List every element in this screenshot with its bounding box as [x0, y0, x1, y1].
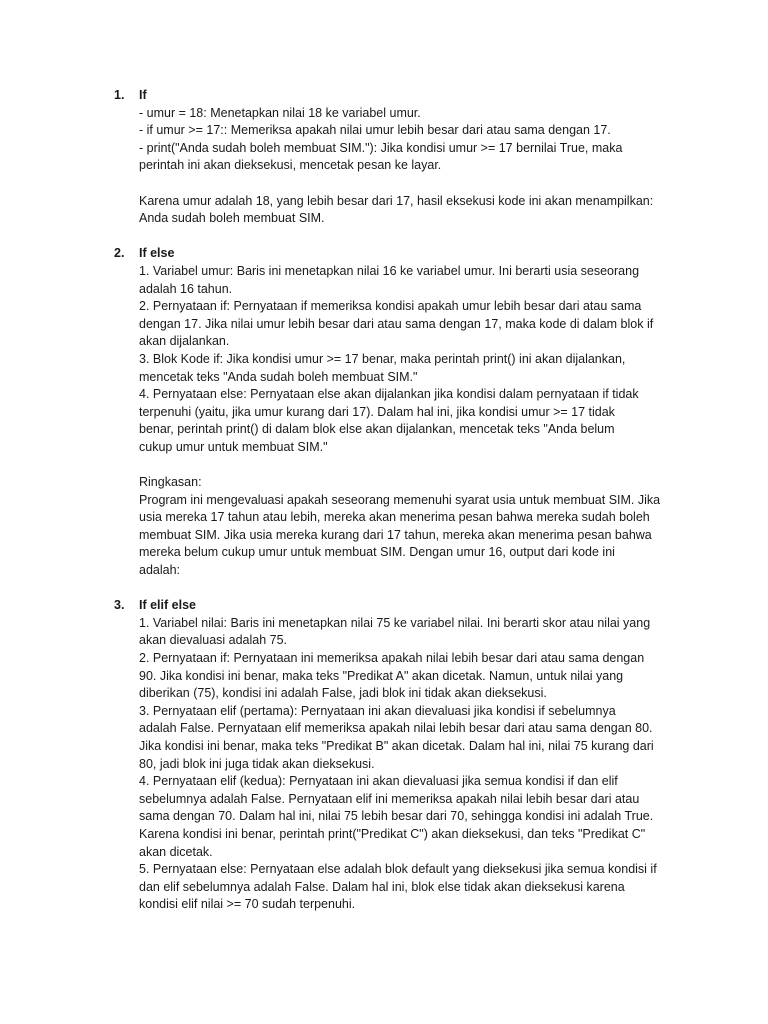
text-line: 5. Pernyataan else: Pernyataan else adalah blok default yang dieksekusi jika semua kondisi if [139, 862, 657, 877]
section-number: 1. [114, 88, 125, 102]
text-line: - umur = 18: Menetapkan nilai 18 ke variabel umur. [139, 105, 421, 120]
text-line: usia mereka 17 tahun atau lebih, mereka akan menerima pesan bahwa mereka sudah boleh [139, 510, 650, 525]
text-line: cukup umur untuk membuat SIM." [139, 439, 328, 454]
section-3 [114, 597, 684, 914]
text-line: Karena umur adalah 18, yang lebih besar dari 17, hasil eksekusi kode ini akan menampilkan: [139, 193, 654, 208]
text-line: 1. Variabel nilai: Baris ini menetapkan nilai 75 ke variabel nilai. Ini berarti skor atau nilai yang [139, 615, 651, 630]
text-line: membuat SIM. Jika usia mereka kurang dari 17 tahun, mereka akan menerima pesan bahwa [139, 527, 652, 542]
text-line: terpenuhi (yaitu, jika umur kurang dari 17). Dalam hal ini, jika kondisi umur >= 17 tidak [139, 404, 615, 419]
section-heading: If else [139, 246, 175, 261]
text-line: 1. Variabel umur: Baris ini menetapkan nilai 16 ke variabel umur. Ini berarti usia seseorang [139, 263, 640, 278]
text-line: 2. Pernyataan if: Pernyataan ini memeriksa apakah nilai lebih besar dari atau sama dengan [139, 651, 645, 665]
paragraph-gap [139, 175, 684, 193]
section-heading: If elif else [139, 598, 196, 613]
text-line: dengan 17. Jika nilai umur lebih besar dari atau sama dengan 17, maka kode di dalam blok if [139, 316, 654, 331]
section-2 [114, 245, 684, 579]
document-content [114, 87, 684, 914]
text-line: 90. Jika kondisi ini benar, maka teks "Predikat A" akan dicetak. Namun, untuk nilai yang [139, 668, 624, 683]
text-line: benar, perintah print() di dalam blok else akan dijalankan, mencetak teks "Anda belum [139, 422, 615, 437]
text-line: - if umur >= 17:: Memeriksa apakah nilai umur lebih besar dari atau sama dengan 17. [139, 123, 611, 138]
text-line: 3. Blok Kode if: Jika kondisi umur >= 17 benar, maka perintah print() ini akan dijalankan, [139, 351, 626, 366]
text-line: - print("Anda sudah boleh membuat SIM."): Jika kondisi umur >= 17 bernilai True, maka [139, 140, 623, 155]
text-line: Karena kondisi ini benar, perintah print("Predikat C") akan dieksekusi, dan teks "Predikat C" [139, 826, 646, 841]
section-number: 2. [114, 246, 125, 261]
text-line: kondisi elif nilai >= 70 sudah terpenuhi. [139, 897, 356, 912]
text-line: sebelumnya adalah False. Pernyataan elif ini memeriksa apakah nilai lebih besar dari atau [139, 791, 640, 806]
text-line: mereka belum cukup umur untuk membuat SIM. Dengan umur 16, output dari kode ini [139, 545, 615, 560]
text-line: Anda sudah boleh membuat SIM. [139, 211, 325, 226]
text-line: akan dijalankan. [139, 334, 230, 349]
text-line: diberikan (75), kondisi ini adalah False, jadi blok ini tidak akan dieksekusi. [139, 686, 547, 701]
text-line: 80, jadi blok ini juga tidak akan dieksekusi. [139, 756, 375, 771]
text-line: mencetak teks "Anda sudah boleh membuat SIM." [139, 369, 418, 384]
section-1 [114, 87, 684, 228]
text-line: Program ini mengevaluasi apakah seseorang memenuhi syarat usia untuk membuat SIM. Jika [139, 492, 661, 507]
text-line: Jika kondisi ini benar, maka teks "Predikat B" akan dicetak. Dalam hal ini, nilai 75 kurang dari [139, 738, 654, 753]
text-line: Ringkasan: [139, 475, 202, 490]
text-line: adalah False. Pernyataan elif memeriksa apakah nilai lebih besar dari atau sama dengan 80. [139, 721, 653, 736]
text-line: 2. Pernyataan if: Pernyataan if memeriksa kondisi apakah umur lebih besar dari atau sama [139, 299, 642, 314]
text-line: adalah 16 tahun. [139, 281, 233, 296]
text-line: dan elif sebelumnya adalah False. Dalam hal ini, blok else tidak akan dieksekusi karena [139, 879, 625, 894]
text-line: akan dievaluasi adalah 75. [139, 633, 288, 648]
text-line: akan dicetak. [139, 844, 213, 859]
text-line: 3. Pernyataan elif (pertama): Pernyataan ini akan dievaluasi jika kondisi if sebelumnya [139, 703, 616, 718]
text-line: sama dengan 70. Dalam hal ini, nilai 75 lebih besar dari 70, sehingga kondisi ini adalah True. [139, 809, 654, 824]
text-line: 4. Pernyataan else: Pernyataan else akan dijalankan jika kondisi dalam pernyataan if tidak [139, 387, 639, 402]
text-line: adalah: [139, 563, 181, 578]
text-line: 4. Pernyataan elif (kedua): Pernyataan ini akan dievaluasi jika semua kondisi if dan elif [139, 774, 618, 789]
paragraph-gap [139, 456, 684, 474]
text-line: perintah ini akan dieksekusi, mencetak pesan ke layar. [139, 158, 442, 173]
section-heading: If [139, 88, 147, 102]
section-number: 3. [114, 598, 125, 613]
